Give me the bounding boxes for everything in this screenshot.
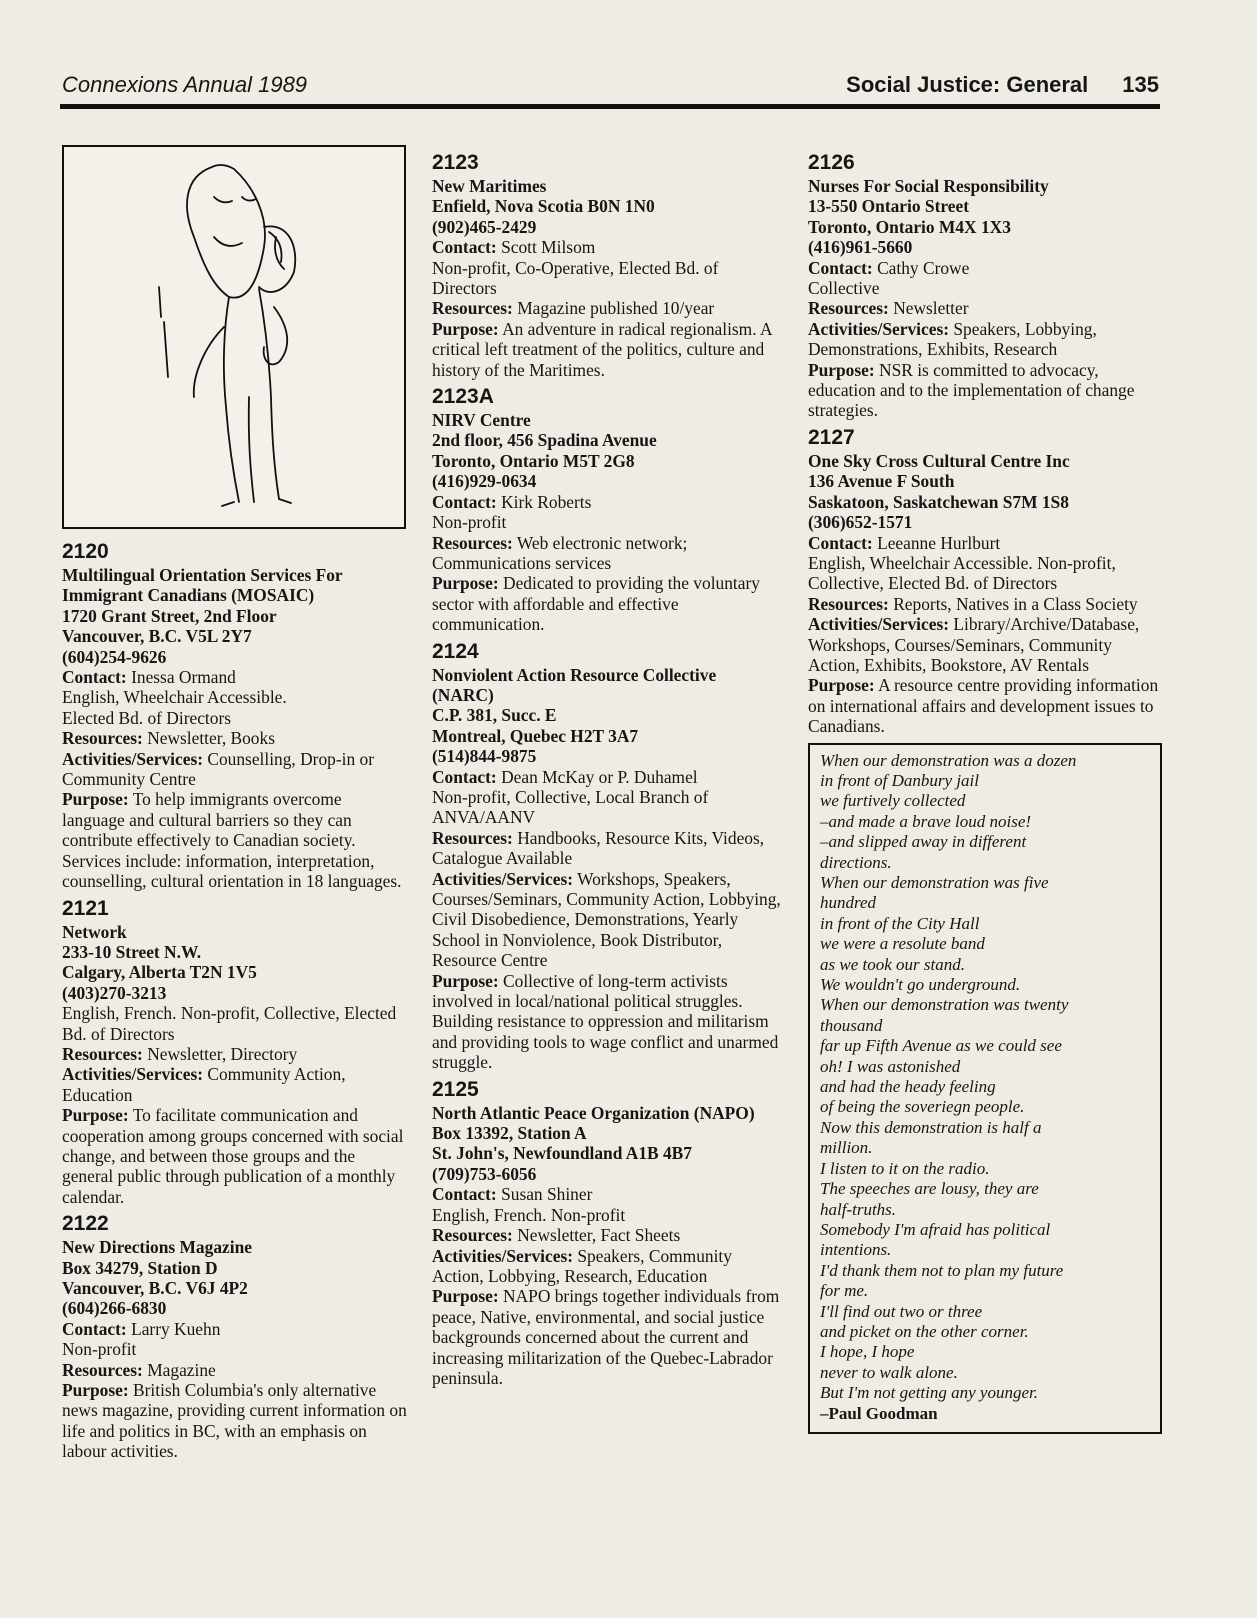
poem-line: When our demonstration was a dozen — [820, 750, 1077, 770]
organization-address-line: (902)465-2429 — [432, 216, 537, 237]
field-label: Resources: — [808, 298, 889, 319]
entry-field — [432, 1225, 782, 1245]
field-label: Resources: — [62, 728, 143, 749]
field-value: An adventure in radical regionalism. A critical left treatment of the politics, culture and history of the Maritimes. — [432, 318, 772, 380]
field-label: Activities/Services: — [62, 748, 204, 769]
poem-line: I'd thank them not to plan my future — [820, 1260, 1064, 1280]
poem-line: We wouldn't go underground. — [820, 975, 1021, 995]
organization-address-line: (416)961-5660 — [808, 237, 913, 258]
entry-field — [62, 667, 407, 687]
column-right — [808, 146, 1164, 1434]
entry-number: 2123 — [432, 151, 479, 174]
entry-field — [62, 1064, 407, 1105]
entry-field — [62, 1339, 407, 1359]
poem-line: Somebody I'm afraid has political — [820, 1219, 1051, 1239]
poem-line: intentions. — [820, 1240, 892, 1260]
field-label: Purpose: — [62, 789, 129, 810]
field-value: NAPO brings together individuals from peace, Native, environmental, and social justice backgrounds concerned about the current and increasing militarization of the Quebec-Labrador peninsula. — [432, 1286, 780, 1388]
entry-field — [432, 319, 782, 380]
field-label: Contact: — [432, 766, 497, 787]
organization-address-line: (514)844-9875 — [432, 746, 537, 767]
field-value: Leeanne Hurlburt — [877, 532, 1001, 553]
entry-field — [432, 971, 782, 1073]
header-rule — [60, 104, 1160, 109]
entry-field — [432, 492, 782, 512]
column-middle — [432, 146, 782, 1388]
organization-address-line: Vancouver, B.C. V5L 2Y7 — [62, 626, 252, 647]
field-label: Resources: — [432, 298, 513, 319]
entry-field — [432, 1205, 782, 1225]
field-value: Elected Bd. of Directors — [62, 707, 232, 728]
field-value: A resource centre providing information on international affairs and development issues to Canadians. — [808, 675, 1159, 737]
poem-line: The speeches are lousy, they are — [820, 1179, 1039, 1199]
field-value: Newsletter, Directory — [147, 1043, 298, 1064]
poem-line: million. — [820, 1138, 873, 1158]
entry-number: 2122 — [62, 1212, 109, 1236]
entry-number: 2121 — [62, 896, 109, 920]
field-label: Contact: — [62, 1318, 127, 1339]
poem-line: When our demonstration was twenty — [820, 995, 1069, 1015]
entry-field — [808, 319, 1164, 360]
line-drawing-illustration — [62, 145, 406, 529]
entry-number: 2125 — [432, 1077, 479, 1101]
organization-address-line: 233-10 Street N.W. — [62, 941, 202, 962]
field-label: Contact: — [432, 1184, 497, 1205]
organization-address-line: Calgary, Alberta T2N 1V5 — [62, 962, 257, 983]
entry-field — [62, 1319, 407, 1339]
field-value: Magazine published 10/year — [517, 298, 715, 319]
poem-line: far up Fifth Avenue as we could see — [820, 1036, 1062, 1056]
organization-address-line: (604)266-6830 — [62, 1298, 167, 1319]
poem-line: I'll find out two or three — [820, 1301, 983, 1321]
field-label: Contact: — [432, 237, 497, 258]
organization-address-line: (416)929-0634 — [432, 471, 537, 492]
entry-field — [808, 594, 1164, 614]
organization-address-line: (403)270-3213 — [62, 982, 167, 1003]
field-value: Counselling, Drop-in or Community Centre — [62, 748, 375, 790]
entry-field — [808, 533, 1164, 553]
organization-name: One Sky Cross Cultural Centre Inc — [808, 450, 1070, 471]
field-value: Speakers, Community Action, Lobbying, Research, Education — [432, 1245, 732, 1286]
field-value: Community Action, Education — [62, 1064, 346, 1105]
entry-field — [62, 728, 407, 748]
poem-line: for me. — [820, 1281, 869, 1301]
directory-entry — [62, 896, 407, 1208]
field-value: Magazine — [147, 1359, 216, 1380]
field-label: Contact: — [808, 532, 873, 553]
organization-address-line: Box 13392, Station A — [432, 1123, 587, 1144]
poem-line: When our demonstration was five — [820, 873, 1049, 892]
organization-address-line: 136 Avenue F South — [808, 471, 955, 492]
entry-field — [62, 687, 407, 707]
field-value: Non-profit, Collective, Local Branch of ANVA/AANV — [432, 786, 709, 828]
poem-author: –Paul Goodman — [820, 1403, 938, 1423]
poem-line: and had the heady feeling — [820, 1077, 996, 1097]
entry-field — [432, 298, 782, 318]
poem-line: directions. — [820, 852, 892, 872]
organization-name: Multilingual Orientation Services For Immigrant Canadians (MOSAIC) — [62, 565, 343, 606]
field-value: NSR is committed to advocacy, education and to the implementation of change strategies. — [808, 359, 1135, 421]
entry-field — [808, 553, 1164, 594]
organization-address-line: C.P. 381, Succ. E — [432, 705, 557, 726]
poem-line: we furtively collected — [820, 791, 966, 811]
poem-line: Now this demonstration is half a — [820, 1117, 1042, 1137]
field-value: British Columbia's only alternative news magazine, providing current information on life and politics in BC, with an emphasis on labour activities. — [62, 1380, 407, 1462]
poem-line: in front of the City Hall — [820, 913, 980, 933]
field-value: Inessa Ormand — [131, 667, 236, 688]
poem-line: as we took our stand. — [820, 954, 965, 974]
poem-line: hundred — [820, 893, 877, 913]
field-label: Activities/Services: — [808, 614, 950, 635]
field-label: Purpose: — [62, 1380, 129, 1401]
field-value: English, French. Non-profit — [432, 1204, 626, 1225]
publication-title: Connexions Annual 1989 — [62, 72, 308, 97]
field-value: Newsletter, Fact Sheets — [517, 1225, 681, 1246]
field-label: Resources: — [432, 827, 513, 848]
section-header — [846, 72, 1159, 98]
field-label: Resources: — [62, 1359, 143, 1380]
field-value: Non-profit, Co-Operative, Elected Bd. of Directors — [432, 257, 719, 299]
field-label: Purpose: — [432, 1286, 499, 1307]
field-value: Collective of long-term activists involved in local/national political struggles. Building resistance to oppression and militarism and providing tools to wage conflict and unarmed struggle. — [432, 970, 779, 1073]
organization-address-line: Toronto, Ontario M4X 1X3 — [808, 216, 1011, 237]
directory-entry — [62, 539, 407, 892]
entry-field — [432, 828, 782, 869]
poem-line: –and slipped away in different — [820, 832, 1027, 852]
field-label: Activities/Services: — [432, 868, 574, 889]
field-value: Scott Milsom — [501, 237, 596, 258]
entry-field — [62, 1380, 407, 1462]
field-label: Resources: — [62, 1043, 143, 1064]
organization-address-line: Box 34279, Station D — [62, 1257, 218, 1278]
entry-field — [62, 789, 407, 891]
poem-line: and picket on the other corner. — [820, 1321, 1029, 1341]
directory-entry — [808, 150, 1164, 421]
entry-field — [62, 708, 407, 728]
field-label: Purpose: — [808, 675, 875, 696]
entry-field — [808, 675, 1164, 736]
entry-field — [808, 258, 1164, 278]
organization-address-line: (604)254-9626 — [62, 646, 167, 667]
field-label: Resources: — [432, 532, 513, 553]
entry-field — [808, 298, 1164, 318]
poem-line: But I'm not getting any younger. — [820, 1383, 1038, 1403]
field-label: Contact: — [432, 491, 497, 512]
entry-field — [432, 1286, 782, 1388]
organization-name: North Atlantic Peace Organization (NAPO) — [432, 1102, 755, 1123]
entry-field — [432, 237, 782, 257]
entry-field — [62, 1003, 407, 1044]
field-value: Speakers, Lobbying, Demonstrations, Exhibits, Research — [808, 318, 1097, 360]
organization-address-line: 2nd floor, 456 Spadina Avenue — [432, 430, 657, 451]
field-value: Cathy Crowe — [877, 257, 970, 278]
organization-address-line: Vancouver, B.C. V6J 4P2 — [62, 1278, 248, 1298]
field-label: Contact: — [62, 667, 127, 688]
field-label: Purpose: — [808, 359, 875, 380]
field-value: English, French. Non-profit, Collective, Elected Bd. of Directors — [62, 1003, 397, 1044]
entry-field — [432, 869, 782, 971]
organization-address-line: 13-550 Ontario Street — [808, 196, 969, 217]
page-number: 135 — [1122, 72, 1159, 97]
field-value: Reports, Natives in a Class Society — [893, 593, 1138, 614]
field-value: Kirk Roberts — [501, 491, 592, 512]
entry-field — [62, 1360, 407, 1380]
entry-field — [432, 512, 782, 532]
organization-address-line: Saskatoon, Saskatchewan S7M 1S8 — [808, 491, 1069, 512]
entry-field — [62, 1044, 407, 1064]
field-label: Resources: — [432, 1225, 513, 1246]
field-label: Purpose: — [432, 970, 499, 991]
poem-line: half-truths. — [820, 1199, 897, 1219]
poem-line: I hope, I hope — [820, 1342, 915, 1362]
field-value: English, Wheelchair Accessible. — [62, 687, 287, 708]
directory-entry — [432, 639, 782, 1073]
entry-number: 2120 — [62, 540, 109, 563]
organization-address-line: Toronto, Ontario M5T 2G8 — [432, 450, 635, 471]
field-value: Susan Shiner — [501, 1184, 593, 1205]
field-label: Activities/Services: — [808, 318, 950, 339]
poem-line: –and made a brave loud noise! — [820, 811, 1032, 831]
directory-entry — [62, 1211, 407, 1461]
directory-entry — [432, 150, 782, 380]
entry-field — [432, 787, 782, 828]
field-value: Web electronic network; Communications services — [432, 532, 688, 573]
organization-address-line: Enfield, Nova Scotia B0N 1N0 — [432, 196, 655, 217]
poem-line: I listen to it on the radio. — [820, 1158, 990, 1178]
poem-line: we were a resolute band — [820, 934, 985, 954]
entry-field — [808, 360, 1164, 421]
field-label: Contact: — [808, 257, 873, 278]
organization-address-line: (306)652-1571 — [808, 512, 913, 533]
poem-line: in front of Danbury jail — [820, 770, 979, 790]
poem-line: thousand — [820, 1015, 883, 1035]
directory-entry — [432, 384, 782, 634]
field-value: Workshops, Speakers, Courses/Seminars, Community Action, Lobbying, Civil Disobedience, Demonstrations, Yearly School in Nonviolence, Book Distributor, Resource Centre — [432, 868, 781, 971]
field-label: Activities/Services: — [62, 1064, 204, 1085]
entry-field — [432, 573, 782, 634]
entry-field — [432, 533, 782, 574]
field-value: Handbooks, Resource Kits, Videos, Catalogue Available — [432, 827, 765, 869]
directory-entry — [432, 1077, 782, 1389]
field-label: Purpose: — [432, 573, 499, 594]
section-title: Social Justice: General — [846, 72, 1089, 97]
column-left — [62, 535, 407, 1462]
organization-address-line: St. John's, Newfoundland A1B 4B7 — [432, 1143, 692, 1164]
entry-field — [808, 278, 1164, 298]
field-value: Non-profit — [432, 512, 507, 533]
field-label: Activities/Services: — [432, 1245, 574, 1266]
field-value: Dedicated to providing the voluntary sector with affordable and effective communication. — [432, 573, 760, 635]
entry-number: 2123A — [432, 385, 494, 409]
field-value: Larry Kuehn — [131, 1318, 221, 1339]
field-value: To help immigrants overcome language and cultural barriers so they can contribute effectively to Canadian society. Services include: information, interpretation, counselling, cultural orientation in 18 languages. — [62, 789, 402, 892]
field-value: Dean McKay or P. Duhamel — [501, 766, 698, 787]
field-value: Library/Archive/Database, Workshops, Courses/Seminars, Community Action, Exhibits, Bookstore, AV Rentals — [808, 614, 1140, 675]
entry-field — [432, 1246, 782, 1287]
organization-name: New Maritimes — [432, 176, 547, 196]
field-label: Purpose: — [432, 318, 499, 339]
poem-box — [808, 743, 1162, 1434]
organization-address-line: 1720 Grant Street, 2nd Floor — [62, 605, 277, 626]
poem-line: of being the soveriegn people. — [820, 1097, 1025, 1117]
entry-field — [62, 749, 407, 790]
field-label: Resources: — [808, 593, 889, 614]
entry-field — [808, 614, 1164, 675]
organization-name: NIRV Centre — [432, 410, 531, 431]
field-label: Purpose: — [62, 1105, 129, 1126]
field-value: Non-profit — [62, 1339, 137, 1360]
organization-name: New Directions Magazine — [62, 1237, 252, 1258]
field-value: Newsletter, Books — [147, 728, 275, 749]
organization-address-line: Montreal, Quebec H2T 3A7 — [432, 725, 639, 746]
entry-field — [432, 258, 782, 299]
entry-field — [62, 1105, 407, 1207]
organization-name: Nonviolent Action Resource Collective (NARC) — [432, 664, 717, 705]
field-value: Newsletter — [893, 298, 969, 319]
field-value: English, Wheelchair Accessible. Non-profit, Collective, Elected Bd. of Directors — [808, 552, 1116, 594]
entry-number: 2124 — [432, 639, 479, 663]
organization-name: Network — [62, 921, 127, 942]
entry-number: 2126 — [808, 151, 855, 174]
directory-entry — [808, 425, 1164, 737]
entry-field — [432, 767, 782, 787]
entry-field — [432, 1184, 782, 1204]
organization-name: Nurses For Social Responsibility — [808, 176, 1049, 196]
organization-address-line: (709)753-6056 — [432, 1163, 537, 1184]
poem-line: oh! I was astonished — [820, 1056, 961, 1076]
field-value: To facilitate communication and cooperation among groups concerned with social change, and between those groups and the general public through publication of a monthly calendar. — [62, 1105, 404, 1207]
field-value: Collective — [808, 278, 880, 299]
entry-number: 2127 — [808, 425, 855, 449]
poem-line: never to walk alone. — [820, 1362, 958, 1382]
